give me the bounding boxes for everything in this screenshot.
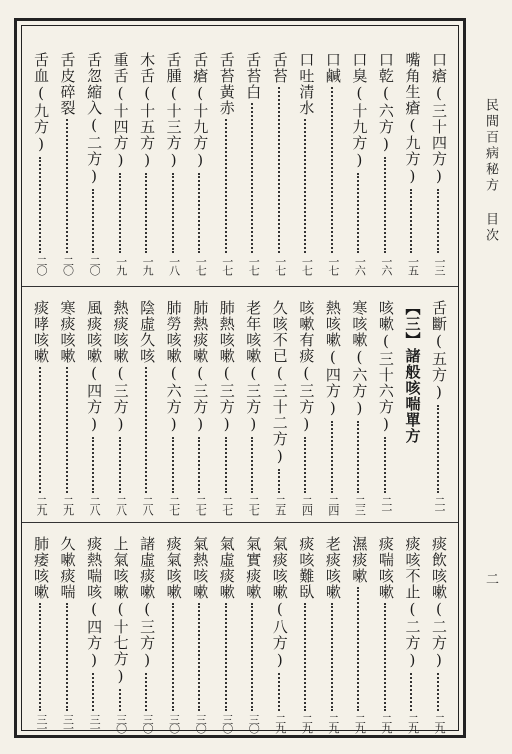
dot-leader — [145, 367, 149, 493]
dot-leader — [225, 119, 229, 253]
dot-leader — [384, 157, 388, 253]
entry-title: 痰飲咳嗽(二方) — [429, 536, 448, 670]
entry-title: 痰氣咳嗽 — [164, 536, 183, 600]
dot-leader — [92, 437, 96, 493]
page-number: 二七 — [194, 496, 208, 514]
dot-leader — [39, 367, 43, 493]
toc-entry — [216, 52, 238, 274]
toc-entry — [163, 300, 185, 514]
page-number: 一五 — [406, 256, 420, 274]
page-number: 二九 — [432, 714, 446, 732]
dot-leader — [251, 603, 255, 711]
page-number: 一八 — [167, 256, 181, 274]
page-number: 一九 — [114, 256, 128, 274]
entry-title: 舌忽縮入(二方) — [85, 52, 104, 186]
toc-entry — [216, 536, 238, 732]
dot-leader — [198, 437, 202, 493]
dot-leader — [357, 587, 361, 711]
toc-entry — [375, 52, 397, 274]
page-number: 二七 — [167, 496, 181, 514]
dot-leader — [304, 437, 308, 493]
entry-title: 痰熱喘咳(四方) — [85, 536, 104, 670]
dot-leader — [331, 603, 335, 711]
entry-title: 久嗽痰喘 — [58, 536, 77, 600]
page-number: 二八 — [141, 496, 155, 514]
entry-title: 舌瘡(十九方) — [191, 52, 210, 170]
dot-leader — [66, 119, 70, 253]
dot-leader — [145, 673, 149, 711]
toc-entry — [136, 300, 158, 514]
entry-title: 寒咳嗽(六方) — [350, 300, 369, 418]
toc-entry — [163, 52, 185, 274]
page-number: 三〇 — [167, 714, 181, 732]
dot-leader — [304, 119, 308, 253]
page-number: 一七 — [247, 256, 261, 274]
page-number: 二七 — [247, 496, 261, 514]
entry-title: 風痰咳嗽(四方) — [85, 300, 104, 434]
entry-title: 重舌(十四方) — [111, 52, 130, 170]
toc-entry — [110, 536, 132, 732]
entry-title: 口吐清水 — [297, 52, 316, 116]
toc-entry — [401, 52, 423, 274]
toc-entry — [322, 300, 344, 514]
page-number: 二九 — [35, 496, 48, 514]
toc-entry — [348, 52, 370, 274]
dot-leader — [119, 689, 123, 711]
dot-leader — [66, 603, 70, 711]
entry-title: 陰虛久咳 — [138, 300, 157, 364]
entry-title: 口鹹 — [323, 52, 342, 84]
entry-title: 痰咳不止(二方) — [403, 536, 422, 670]
page-number: 二〇 — [61, 256, 75, 274]
entry-title: 舌腫(十三方) — [164, 52, 183, 170]
page-number: 三〇 — [194, 714, 208, 732]
panel-divider — [22, 286, 458, 287]
page-number: 一七 — [220, 256, 234, 274]
entry-title: 氣實痰嗽 — [244, 536, 263, 600]
entry-title: 氣痰咳嗽(八方) — [270, 536, 289, 670]
entry-title: 肺熱痰嗽(三方) — [191, 300, 210, 434]
page-number: 一三 — [432, 256, 446, 274]
page-number: 三〇 — [141, 714, 155, 732]
entry-title: 肺勞咳嗽(六方) — [164, 300, 183, 434]
toc-entry — [322, 536, 344, 732]
entry-title: 口乾(六方) — [376, 52, 395, 154]
page-number: 二九 — [379, 714, 393, 732]
page-number: 二九 — [353, 714, 367, 732]
toc-entry — [189, 300, 211, 514]
panel-divider — [22, 522, 458, 523]
section-heading: 【三】諸般咳喘單方 — [403, 300, 422, 444]
toc-entry — [242, 52, 264, 274]
toc-panel-middle — [22, 300, 458, 514]
toc-entry — [428, 300, 450, 514]
toc-entry — [269, 300, 291, 514]
page-number: 二七 — [220, 496, 234, 514]
dot-leader — [278, 469, 282, 493]
dot-leader — [145, 173, 149, 253]
toc-entry — [57, 536, 79, 732]
entry-title: 氣熱咳嗽 — [191, 536, 210, 600]
folio-number: 二 — [483, 572, 498, 588]
page-number: 二一 — [379, 496, 393, 514]
toc-entry — [110, 52, 132, 274]
dot-leader — [357, 421, 361, 493]
page-number: 一六 — [379, 256, 393, 274]
dot-leader — [172, 437, 176, 493]
dot-leader — [384, 437, 388, 493]
dot-leader — [278, 673, 282, 711]
toc-entry — [295, 52, 317, 274]
page-number: 一七 — [326, 256, 340, 274]
inner-frame — [21, 25, 459, 731]
entry-title: 肺痿咳嗽 — [32, 536, 50, 600]
toc-entry — [375, 300, 397, 514]
dot-leader — [92, 673, 96, 711]
running-header: 民間百病秘方 目次 — [483, 98, 498, 244]
entry-title: 口瘡(三十四方) — [429, 52, 448, 186]
toc-entry — [57, 52, 79, 274]
toc-entry — [57, 300, 79, 514]
dot-leader — [437, 405, 441, 493]
page-number: 二〇 — [35, 256, 48, 274]
page-frame — [14, 18, 466, 738]
dot-leader — [119, 437, 123, 493]
page-number: 二〇 — [88, 256, 102, 274]
entry-title: 痰咳難臥 — [297, 536, 316, 600]
dot-leader — [66, 367, 70, 493]
page-number: 一七 — [273, 256, 287, 274]
toc-entry — [30, 536, 52, 732]
entry-title: 舌血(九方) — [32, 52, 50, 154]
entry-title: 熱痰咳嗽(三方) — [111, 300, 130, 434]
entry-title: 口臭(十九方) — [350, 52, 369, 170]
toc-entry — [163, 536, 185, 732]
toc-entry — [83, 300, 105, 514]
page-number: 二三 — [353, 496, 367, 514]
entry-title: 舌斷(五方) — [429, 300, 448, 402]
dot-leader — [357, 173, 361, 253]
page-number: 二八 — [88, 496, 102, 514]
page-number: 三一 — [88, 714, 102, 732]
dot-leader — [410, 189, 414, 253]
dot-leader — [172, 603, 176, 711]
page-number: 二九 — [61, 496, 75, 514]
dot-leader — [39, 603, 43, 711]
page-number: 二九 — [273, 714, 287, 732]
toc-entry — [295, 300, 317, 514]
page-number: 一七 — [300, 256, 314, 274]
page-number: 二九 — [300, 714, 314, 732]
dot-leader — [304, 603, 308, 711]
toc-entry — [401, 536, 423, 732]
toc-entry — [30, 52, 52, 274]
toc-entry — [401, 300, 423, 514]
toc-entry — [322, 52, 344, 274]
toc-entry — [428, 536, 450, 732]
toc-panel-bottom — [22, 536, 458, 732]
entry-title: 寒痰咳嗽 — [58, 300, 77, 364]
page-number: 一七 — [194, 256, 208, 274]
toc-entry — [242, 536, 264, 732]
page-number: 三〇 — [247, 714, 261, 732]
dot-leader — [278, 87, 282, 253]
entry-title: 老痰咳嗽 — [323, 536, 342, 600]
toc-entry — [189, 536, 211, 732]
entry-title: 上氣咳嗽(十七方) — [111, 536, 130, 686]
toc-entry — [216, 300, 238, 514]
toc-entry — [136, 536, 158, 732]
entry-title: 熱咳嗽(四方) — [323, 300, 342, 418]
page-number: 二四 — [300, 496, 314, 514]
dot-leader — [39, 157, 43, 253]
toc-panel-top — [22, 52, 458, 274]
entry-title: 咳嗽有痰(三方) — [297, 300, 316, 434]
toc-entry — [189, 52, 211, 274]
entry-title: 諸虛痰嗽(三方) — [138, 536, 157, 670]
dot-leader — [198, 173, 202, 253]
entry-title: 嘴角生瘡(九方) — [403, 52, 422, 186]
toc-entry — [295, 536, 317, 732]
toc-entry — [348, 536, 370, 732]
page-number: 一九 — [141, 256, 155, 274]
page-number: 二九 — [326, 714, 340, 732]
entry-title: 舌苔白 — [244, 52, 263, 100]
entry-title: 濕痰嗽 — [350, 536, 369, 584]
dot-leader — [198, 603, 202, 711]
entry-title: 肺熱咳嗽(三方) — [217, 300, 236, 434]
entry-title: 痰哮咳嗽 — [32, 300, 50, 364]
page-number: 三一 — [61, 714, 75, 732]
entry-title: 舌苔 — [270, 52, 289, 84]
page-number: 二八 — [114, 496, 128, 514]
page-number: 二一 — [432, 496, 446, 514]
entry-title: 氣虛痰嗽 — [217, 536, 236, 600]
dot-leader — [172, 173, 176, 253]
page-number: 二四 — [326, 496, 340, 514]
page-number: 一六 — [353, 256, 367, 274]
toc-entry — [83, 52, 105, 274]
dot-leader — [225, 437, 229, 493]
dot-leader — [437, 673, 441, 711]
page-number: 三〇 — [114, 714, 128, 732]
entry-title: 舌苔黃赤 — [217, 52, 236, 116]
dot-leader — [119, 173, 123, 253]
dot-leader — [225, 603, 229, 711]
dot-leader — [251, 103, 255, 253]
entry-title: 痰喘咳嗽 — [376, 536, 395, 600]
dot-leader — [251, 437, 255, 493]
page-number: 二五 — [273, 496, 287, 514]
toc-entry — [110, 300, 132, 514]
toc-entry — [269, 536, 291, 732]
dot-leader — [437, 189, 441, 253]
toc-entry — [136, 52, 158, 274]
toc-entry — [242, 300, 264, 514]
entry-title: 老年咳嗽(三方) — [244, 300, 263, 434]
page-number: 二九 — [406, 714, 420, 732]
dot-leader — [92, 189, 96, 253]
page-number: 三〇 — [220, 714, 234, 732]
entry-title: 舌皮碎裂 — [58, 52, 77, 116]
toc-entry — [348, 300, 370, 514]
entry-title: 久咳不已(三十二方) — [270, 300, 289, 466]
dot-leader — [410, 673, 414, 711]
page-number: 三一 — [35, 714, 48, 732]
toc-entry — [269, 52, 291, 274]
dot-leader — [384, 603, 388, 711]
toc-entry — [30, 300, 52, 514]
toc-entry — [428, 52, 450, 274]
entry-title: 木舌(十五方) — [138, 52, 157, 170]
dot-leader — [331, 421, 335, 493]
toc-entry — [375, 536, 397, 732]
dot-leader — [331, 87, 335, 253]
entry-title: 咳嗽(三十六方) — [376, 300, 395, 434]
toc-entry — [83, 536, 105, 732]
